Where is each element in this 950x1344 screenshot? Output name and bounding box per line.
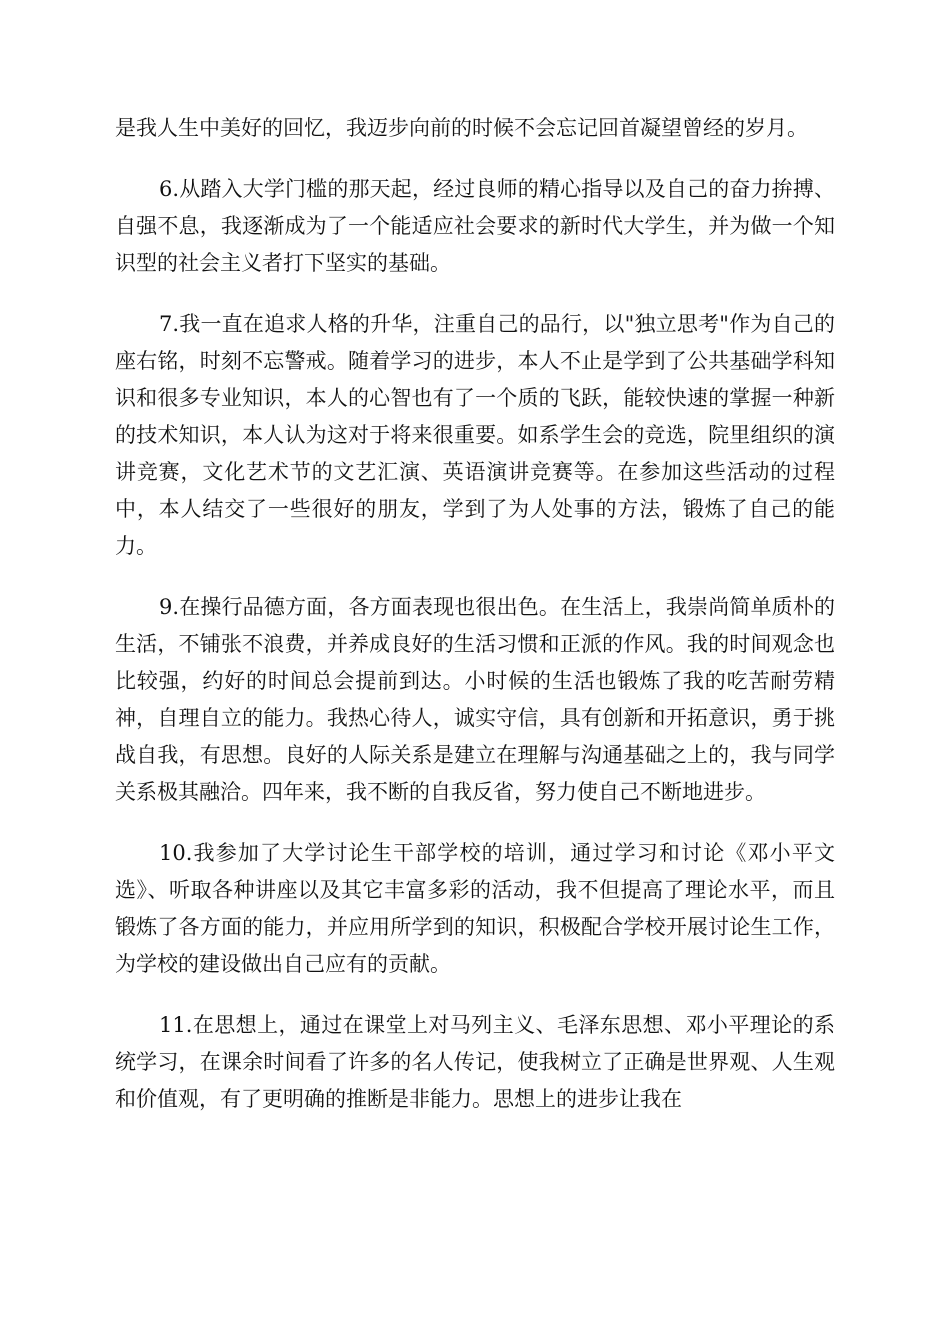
paragraph-10: 10.我参加了大学讨论生干部学校的培训，通过学习和讨论《邓小平文选》、听取各种讲座以及其它丰富多彩的活动，我不但提高了理论水平，而且锻炼了各方面的能力，并应用所学到的知识，积极配合学校开展讨论生工作，为学校的建设做出自己应有的贡献。 (115, 841, 835, 976)
paragraph-9: 9.在操行品德方面，各方面表现也很出色。在生活上，我崇尚简单质朴的生活，不铺张不浪费，并养成良好的生活习惯和正派的作风。我的时间观念也比较强，约好的时间总会提前到达。小时候的生活也锻炼了我的吃苦耐劳精神，自理自立的能力。我热心待人，诚实守信，具有创新和开拓意识，勇于挑战自我，有思想。良好的人际关系是建立在理解与沟通基础之上的，我与同学关系极其融洽。四年来，我不断的自我反省，努力使自己不断地进步。 (115, 595, 835, 804)
paragraph-7: 7.我一直在追求人格的升华，注重自己的品行，以"独立思考"作为自己的座右铭，时刻不忘警戒。随着学习的进步，本人不止是学到了公共基础学科知识和很多专业知识，本人的心智也有了一个质的飞跃，能较快速的掌握一种新的技术知识，本人认为这对于将来很重要。如系学生会的竞选，院里组织的演讲竞赛，文化艺术节的文艺汇演、英语演讲竞赛等。在参加这些活动的过程中，本人结交了一些很好的朋友，学到了为人处事的方法，锻炼了自己的能力。 (115, 312, 835, 558)
paragraph-6: 6.从踏入大学门槛的那天起，经过良师的精心指导以及自己的奋力拚搏、自强不息，我逐渐成为了一个能适应社会要求的新时代大学生，并为做一个知识型的社会主义者打下坚实的基础。 (115, 177, 835, 275)
paragraph-continuation: 是我人生中美好的回忆，我迈步向前的时候不会忘记回首凝望曾经的岁月。 (115, 116, 808, 140)
paragraph-11: 11.在思想上，通过在课堂上对马列主义、毛泽东思想、邓小平理论的系统学习，在课余时间看了许多的名人传记，使我树立了正确是世界观、人生观和价值观，有了更明确的推断是非能力。思想上的进步让我在 (115, 1013, 835, 1111)
document-body (115, 110, 835, 1142)
